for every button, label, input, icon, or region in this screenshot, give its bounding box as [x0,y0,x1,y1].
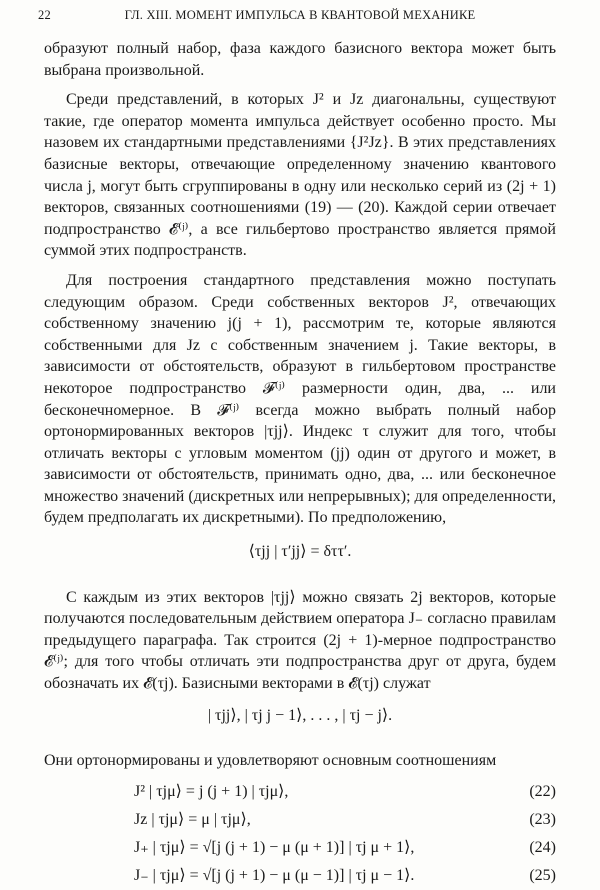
equation-text: J₋ | τjμ⟩ = √[j (j + 1) − μ (μ − 1)] | τj μ − 1⟩. [134,866,415,884]
equation-number: (22) [529,782,556,800]
paragraph-5: Они ортонормированы и удовлетворяют основным соотношениям [44,752,497,770]
paragraph-3: Для построения стандартного представления можно поступать следующим образом. Среди собственных векторов J², отвечающих собственному значению j(j + 1), рассмотрим те, которые являются собственными для Jz с собственным значением j. Такие векторы, в зависимости от обстоятельств, образуют в гильбертовом пространстве некоторое подпространство 𝓕⁽ʲ⁾ размерности один, два, ... или бесконечномерное. В 𝓕⁽ʲ⁾ всегда можно выбрать полный набор ортонормированных векторов |τjj⟩. Индекс τ служит для того, чтобы отличать векторы с угловым моментом (jj) один от другого и может, в зависимости от обстоятельств, принимать одно, два, ... или бесконечное множество значений (дискретных или непрерывных); для определенности, будем предполагать их дискретными). По предположению, [44,271,556,527]
orthonormality-equation: ⟨τjj | τ′jj⟩ = δττ′. [248,543,352,561]
paragraph-2: Среди представлений, в которых J² и Jz диагональны, существуют такие, где оператор момента импульса действует особенно просто. Мы назовем их стандартными представлениями {J²Jz}. В этих представлениях базисные векторы, отвечающие определенному значению квантового числа j, могут быть сгруппированы в одну или несколько серий из (2j + 1) векторов, связанных соотношениями (19) — (20). Каждой серии отвечает подпространство 𝓔⁽ʲ⁾, а все гильбертово пространство является прямой суммой этих подпространств. [44,91,556,260]
equation-number: (23) [529,810,556,828]
equation-row [44,834,556,862]
equation-row [44,806,556,834]
page-number: 22 [38,8,51,22]
equation-number: (25) [529,866,556,884]
equation-number: (24) [529,838,556,856]
equation-row [44,778,556,806]
basis-vectors-display: | τjj⟩, | τj j − 1⟩, . . . , | τj − j⟩. [207,706,393,724]
paragraph-1: образуют полный набор, фаза каждого базисного вектора может быть выбрана произвольной. [44,40,556,79]
page-body [44,38,556,890]
paragraph-4: С каждым из этих векторов |τjj⟩ можно связать 2j векторов, которые получаются последовательным действием оператора J₋ согласно правилам предыдущего параграфа. Так строится (2j + 1)-мерное подпространство 𝓔⁽ʲ⁾; для того чтобы отличать эти подпространства друг от друга, будем обозначать их 𝓔(τj). Базисными векторами в 𝓔(τj) служат [44,588,556,693]
equation-row [44,862,556,890]
equation-text: Jz | τjμ⟩ = μ | τjμ⟩, [134,810,251,828]
equation-text: J₊ | τjμ⟩ = √[j (j + 1) − μ (μ + 1)] | τj μ + 1⟩, [134,838,415,856]
equation-block [44,778,556,890]
equation-text: J² | τjμ⟩ = j (j + 1) | τjμ⟩, [134,782,289,800]
running-title: ГЛ. XIII. МОМЕНТ ИМПУЛЬСА В КВАНТОВОЙ МЕХАНИКЕ [124,8,476,22]
